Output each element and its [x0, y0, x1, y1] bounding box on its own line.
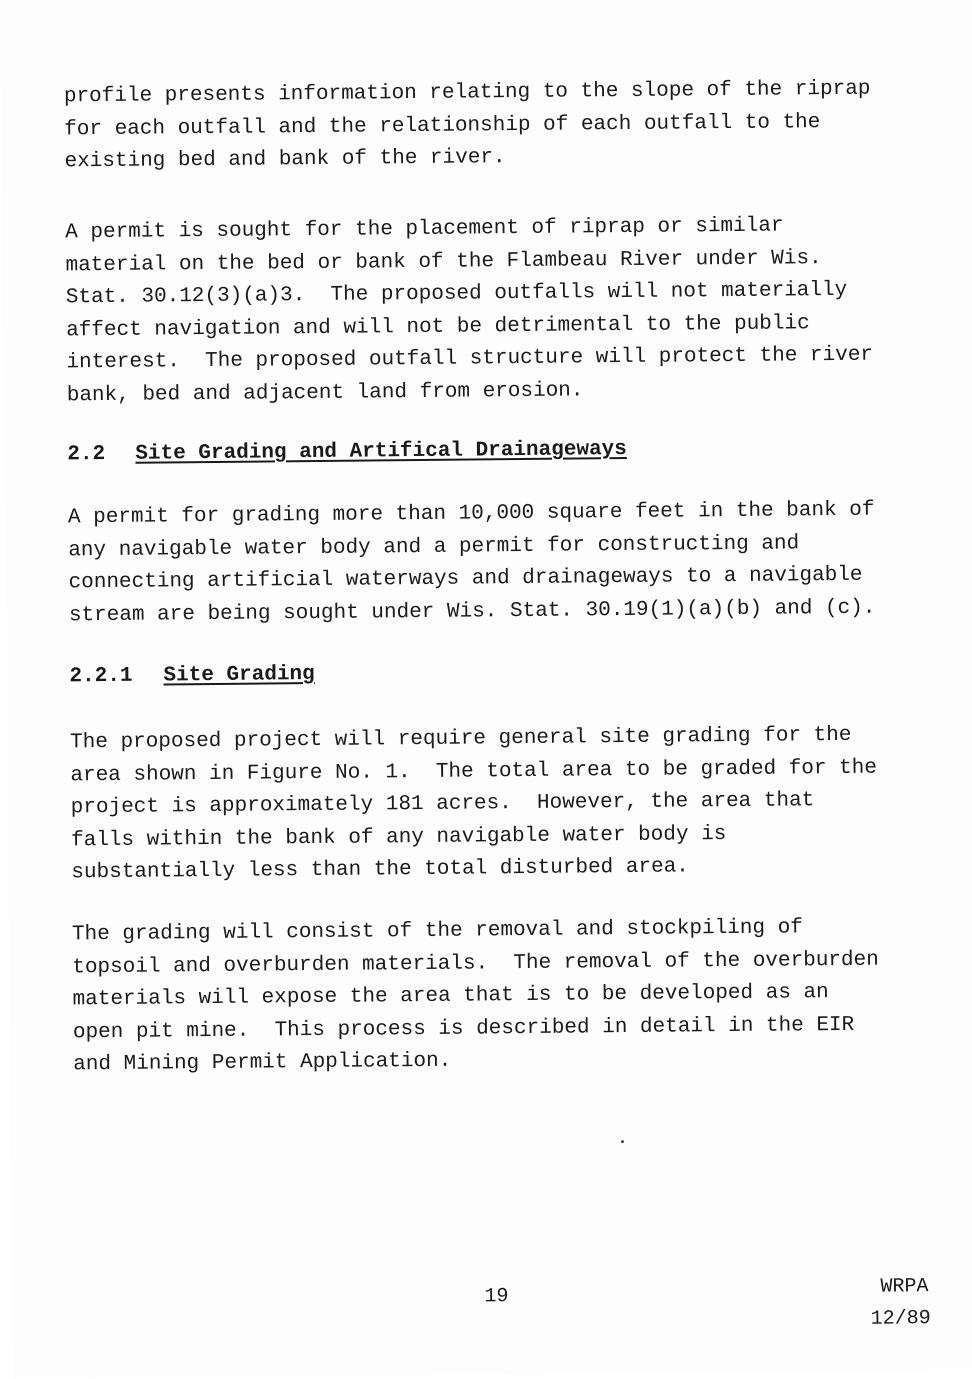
section-title: Site Grading: [163, 663, 315, 688]
page-number: 19: [484, 1285, 509, 1309]
paragraph-grading-permit: A permit for grading more than 10,000 square feet in the bank of any navigable water body and a permit for constructing and connecting artificial waterways and drainageways to a navigable stream are being sought under Wis. Stat. 30.19(1)(a)(b) and (c).: [67, 498, 876, 627]
paragraph-outfall-profile: profile presents information relating to the slope of the riprap for each outfall and the relationship of each outfall to the existing bed and bank of the river.: [63, 77, 871, 174]
section-number: 2.2.1: [69, 664, 133, 689]
scan-speck: [621, 1140, 624, 1143]
paragraph-site-grading-area: The proposed project will require general site grading for the area shown in Figure No. 1. The total area to be graded for the project is approximately 181 acres. However, the area that falls within the bank of any navigable water body is substantially less than the total disturbed area.: [70, 723, 878, 885]
footer-date: 12/89: [870, 1307, 931, 1331]
footer-organization: WRPA: [880, 1275, 929, 1299]
section-heading-2-2: [67, 438, 627, 467]
paragraph-grading-process: The grading will consist of the removal and stockpiling of topsoil and overburden materials. The removal of the overburden materials will expose the area that is to be developed as an open pit mine. This process is described in detail in the EIR and Mining Permit Application.: [71, 916, 879, 1077]
section-heading-2-2-1: [69, 663, 314, 688]
paragraph-riprap-permit: A permit is sought for the placement of riprap or similar material on the bed or bank of the Flambeau River under Wis. Stat. 30.12(3)(a)3. The proposed outfalls will not materially affect navigation and will not be detrimental to the public interest. The proposed outfall structure will protect the river bank, bed and adjacent land from erosion.: [65, 214, 874, 407]
section-title: Site Grading and Artifical Drainageways: [135, 438, 627, 466]
section-number: 2.2: [67, 443, 106, 467]
